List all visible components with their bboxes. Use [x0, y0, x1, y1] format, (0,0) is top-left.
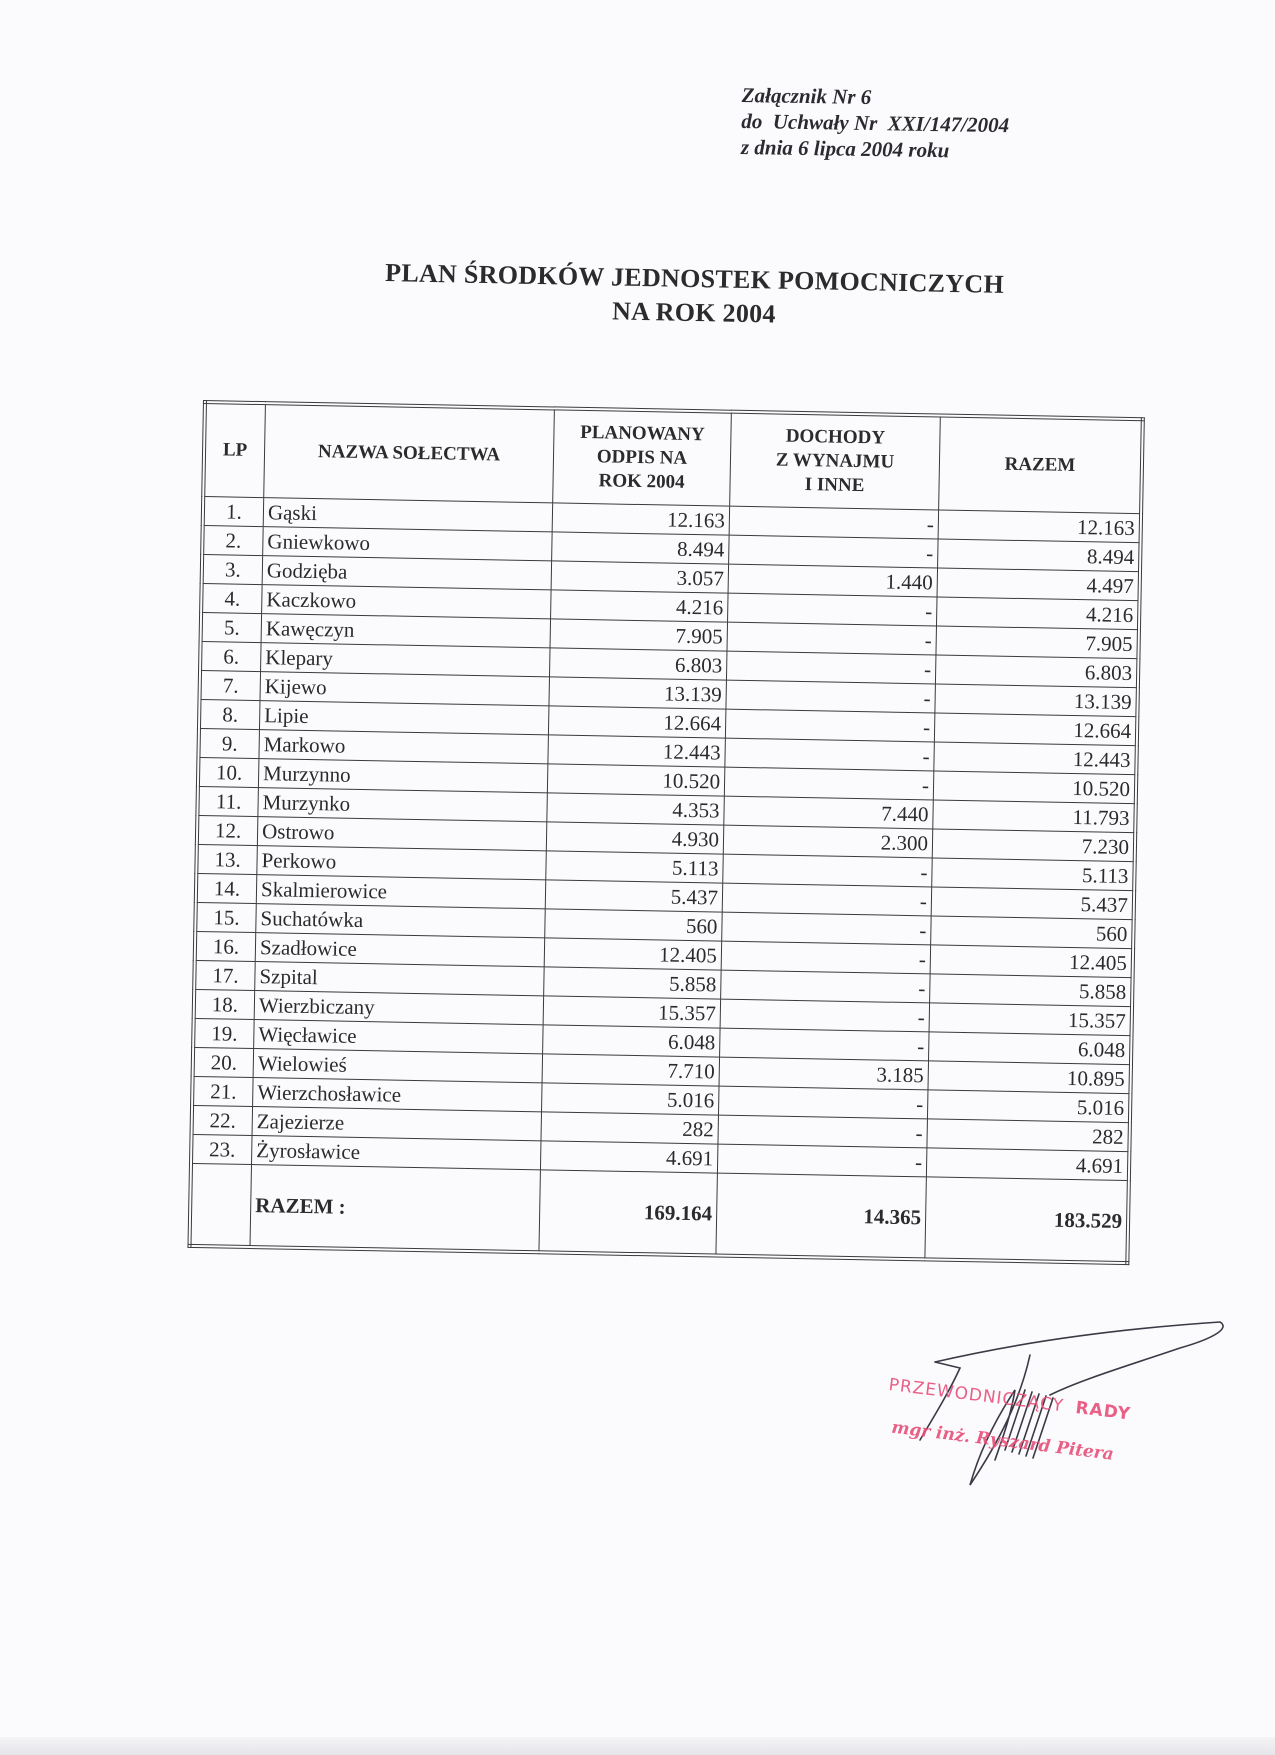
row-name: Markowo: [259, 730, 548, 764]
header-dochody-line-3: I INNE: [804, 474, 865, 497]
title-line-2: NA ROK 2004: [611, 296, 777, 329]
row-dochody: -: [723, 854, 932, 887]
row-name: Żyrosławice: [251, 1136, 540, 1170]
row-dochody: -: [729, 506, 938, 539]
row-lp: 23.: [191, 1134, 252, 1164]
row-lp: 8.: [199, 699, 260, 729]
header-dochody: [730, 412, 941, 510]
row-plan: 282: [541, 1112, 719, 1144]
table-body: [189, 497, 1141, 1264]
row-lp: 19.: [193, 1018, 254, 1048]
row-name: Godzięba: [262, 556, 551, 590]
budget-table: [187, 400, 1144, 1265]
row-dochody: -: [726, 651, 935, 684]
total-row: [189, 1163, 1128, 1263]
row-lp: 11.: [197, 786, 258, 816]
row-dochody: -: [725, 709, 934, 742]
row-dochody: -: [722, 912, 931, 945]
row-razem: 8.494: [938, 539, 1141, 572]
row-razem: 15.357: [929, 1003, 1132, 1036]
stamp-title-suffix: RADY: [1074, 1397, 1132, 1425]
row-name: Suchatówka: [256, 904, 545, 938]
row-name: Szpital: [255, 962, 544, 996]
row-name: Wielowieś: [253, 1049, 542, 1083]
row-dochody: -: [725, 738, 934, 771]
row-lp: 10.: [198, 757, 259, 787]
row-name: Więcławice: [254, 1020, 543, 1054]
row-dochody: -: [727, 622, 936, 655]
row-razem: 7.905: [936, 626, 1139, 659]
row-dochody: -: [729, 535, 938, 568]
row-lp: 15.: [195, 902, 256, 932]
header-plan-line-3: ROK 2004: [598, 470, 685, 493]
row-plan: 560: [545, 909, 723, 941]
row-razem: 12.443: [934, 742, 1137, 775]
row-plan: 13.139: [549, 677, 727, 709]
row-dochody: -: [718, 1115, 927, 1148]
total-dochody: 14.365: [716, 1173, 926, 1259]
row-name: Wierzchosławice: [253, 1078, 542, 1112]
row-lp: 22.: [192, 1105, 253, 1135]
row-razem: 13.139: [935, 684, 1138, 717]
resolution-date: z dnia 6 lipca 2004 roku: [740, 134, 950, 163]
row-razem: 10.520: [933, 771, 1136, 804]
table-header-row: [203, 402, 1143, 514]
row-plan: 5.858: [544, 967, 722, 999]
row-lp: 21.: [192, 1076, 253, 1106]
row-name: Murzynno: [258, 759, 547, 793]
total-label: RAZEM :: [250, 1165, 540, 1253]
row-plan: 12.443: [548, 735, 726, 767]
header-dochody-line-2: Z WYNAJMU: [775, 449, 895, 473]
stamp-title-main: PRZEWODNICZĄCY: [887, 1375, 1065, 1417]
row-name: Lipie: [259, 701, 548, 735]
row-plan: 7.905: [550, 619, 728, 651]
row-razem: 5.858: [930, 974, 1133, 1007]
row-lp: 1.: [203, 497, 264, 527]
row-plan: 4.353: [547, 793, 725, 825]
row-dochody: -: [722, 883, 931, 916]
row-plan: 5.016: [542, 1083, 720, 1115]
row-name: Ostrowo: [257, 817, 546, 851]
row-dochody: -: [717, 1144, 926, 1177]
row-plan: 15.357: [543, 996, 721, 1028]
total-plan: 169.164: [539, 1170, 717, 1256]
header-dochody-line-1: DOCHODY: [785, 425, 886, 449]
row-razem: 7.230: [932, 829, 1135, 862]
row-lp: 7.: [200, 670, 261, 700]
row-name: Perkowo: [257, 846, 546, 880]
header-plan-line-1: PLANOWANY: [579, 421, 705, 446]
row-lp: 3.: [202, 555, 263, 585]
row-lp: 4.: [201, 584, 262, 614]
budget-table-wrapper: [187, 400, 1144, 1265]
row-razem: 12.163: [938, 510, 1141, 543]
row-dochody: -: [720, 1028, 929, 1061]
row-name: Zajezierze: [252, 1107, 541, 1141]
row-plan: 12.405: [544, 938, 722, 970]
header-plan: [553, 408, 732, 506]
row-lp: 16.: [195, 931, 256, 961]
row-razem: 4.216: [936, 597, 1139, 630]
row-name: Murzynko: [258, 788, 547, 822]
row-plan: 4.691: [540, 1141, 718, 1173]
header-plan-line-2: ODPIS NA: [596, 446, 688, 469]
row-name: Klepary: [261, 643, 550, 677]
row-razem: 282: [927, 1119, 1130, 1152]
row-razem: 560: [931, 916, 1134, 949]
row-razem: 6.048: [929, 1032, 1132, 1065]
row-plan: 4.930: [546, 822, 724, 854]
row-dochody: 7.440: [724, 796, 933, 829]
row-razem: 5.016: [927, 1090, 1130, 1123]
header-razem: RAZEM: [939, 416, 1143, 514]
row-lp: 18.: [194, 989, 255, 1019]
row-plan: 3.057: [551, 561, 729, 593]
row-razem: 10.895: [928, 1061, 1131, 1094]
row-name: Gąski: [263, 498, 552, 532]
row-lp: 2.: [202, 526, 263, 556]
row-lp: 5.: [201, 613, 262, 643]
row-plan: 12.163: [552, 503, 730, 535]
row-name: Skalmierowice: [256, 875, 545, 909]
row-plan: 12.664: [548, 706, 726, 738]
row-razem: 6.803: [935, 655, 1138, 688]
row-dochody: -: [726, 680, 935, 713]
document-title: [329, 255, 1060, 337]
header-name: NAZWA SOŁECTWA: [264, 403, 555, 503]
row-name: Gniewkowo: [263, 527, 552, 561]
row-dochody: -: [720, 999, 929, 1032]
row-lp: 20.: [193, 1047, 254, 1077]
scan-edge: [0, 1737, 1275, 1755]
row-plan: 8.494: [552, 532, 730, 564]
row-name: Szadłowice: [255, 933, 544, 967]
total-lp-cell: [189, 1163, 251, 1247]
row-plan: 10.520: [547, 764, 725, 796]
row-plan: 4.216: [551, 590, 729, 622]
row-name: Wierzbiczany: [254, 991, 543, 1025]
row-razem: 5.437: [931, 887, 1134, 920]
row-lp: 9.: [198, 728, 259, 758]
row-name: Kawęczyn: [261, 614, 550, 648]
row-name: Kaczkowo: [262, 585, 551, 619]
resolution-reference: do Uchwały Nr XXI/147/2004: [741, 108, 1010, 138]
row-plan: 7.710: [542, 1054, 720, 1086]
attachment-number: Załącznik Nr 6: [741, 82, 872, 110]
row-name: Kijewo: [260, 672, 549, 706]
row-dochody: 2.300: [723, 825, 932, 858]
row-lp: 6.: [200, 641, 261, 671]
row-razem: 4.691: [926, 1148, 1129, 1181]
row-plan: 6.803: [549, 648, 727, 680]
row-lp: 14.: [196, 873, 257, 903]
row-lp: 12.: [197, 815, 258, 845]
row-razem: 5.113: [932, 858, 1135, 891]
row-razem: 12.664: [934, 713, 1137, 746]
title-line-1: PLAN ŚRODKÓW JEDNOSTEK POMOCNICZYCH: [384, 258, 1005, 299]
row-dochody: -: [718, 1086, 927, 1119]
stamp-signatory-name: mgr inż. Ryszard Pitera: [890, 1417, 1115, 1465]
row-plan: 5.113: [546, 851, 724, 883]
row-dochody: -: [721, 970, 930, 1003]
total-razem: 183.529: [925, 1177, 1129, 1263]
row-dochody: 1.440: [728, 564, 937, 597]
attachment-note: [741, 82, 1010, 164]
header-lp: LP: [203, 402, 265, 498]
row-dochody: -: [721, 941, 930, 974]
row-plan: 5.437: [545, 880, 723, 912]
row-dochody: -: [728, 593, 937, 626]
row-dochody: 3.185: [719, 1057, 928, 1090]
row-razem: 4.497: [937, 568, 1140, 601]
row-razem: 11.793: [933, 800, 1136, 833]
row-lp: 17.: [194, 960, 255, 990]
row-razem: 12.405: [930, 945, 1133, 978]
row-plan: 6.048: [543, 1025, 721, 1057]
row-dochody: -: [724, 767, 933, 800]
row-lp: 13.: [196, 844, 257, 874]
